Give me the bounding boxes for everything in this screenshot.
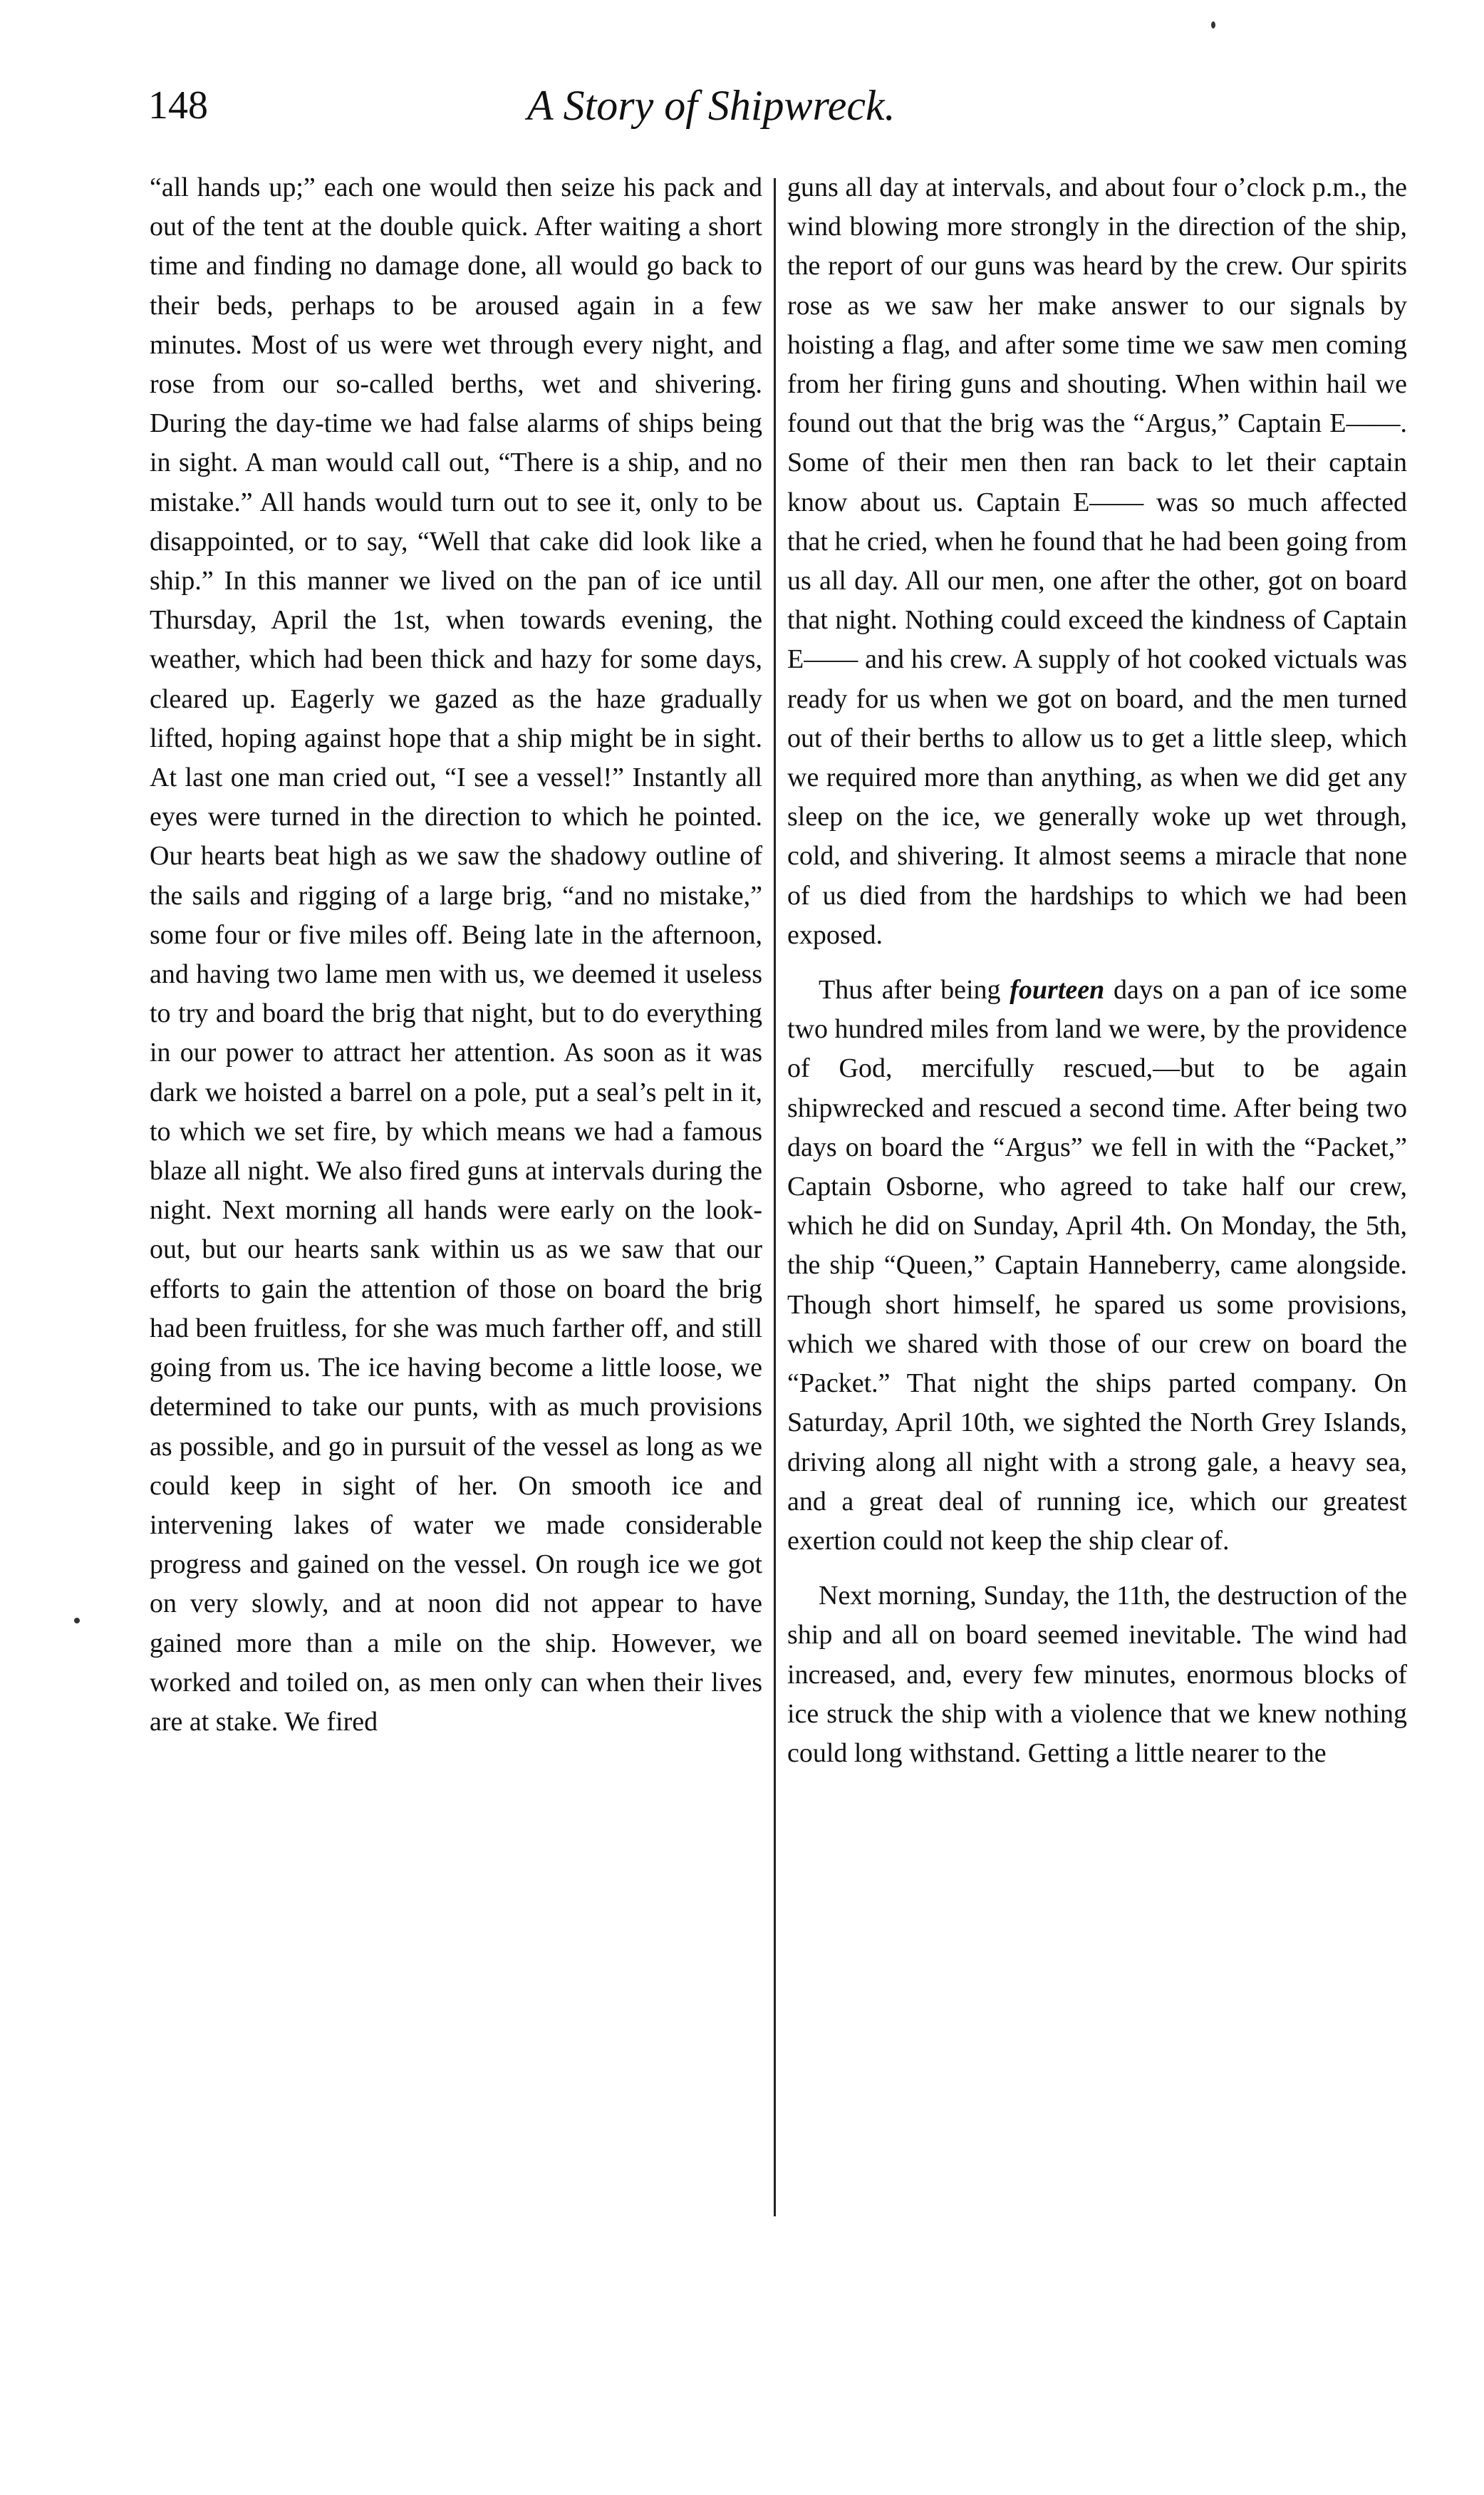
page-number: 148	[148, 83, 208, 128]
right-paragraph-1: guns all day at intervals, and about four o’clock p.m., the wind blowing more strongly in the direction of the ship, the report of our guns was heard by the crew. Our spirits rose as we saw her make answer to our signals by hoisting a flag, and after some time we saw men coming from her firing guns and shouting. When within hail we found out that the brig was the “Argus,” Captain E——. Some of their men then ran back to let their captain know about us. Captain E—— was so much affected that he cried, when he found that he had been going from us all day. All our men, one after the other, got on board that night. Nothing could exceed the kindness of Captain E—— and his crew. A supply of hot cooked victuals was ready for us when we got on board, and the men turned out of their berths to allow us to get a little sleep, which we required more than anything, as when we did get any sleep on the ice, we generally woke up wet through, cold, and shivering. It almost seems a miracle that none of us died from the hardships to which we had been exposed.	[787, 172, 1407, 950]
column-divider	[774, 178, 776, 2216]
running-title: A Story of Shipwreck.	[527, 82, 896, 129]
right-paragraph-3: Next morning, Sunday, the 11th, the destruction of the ship and all on board seemed inevitable. The wind had increased, and, every few minutes, enormous blocks of ice struck the ship with a violence that we knew nothing could long withstand. Getting a little nearer to the	[787, 1581, 1407, 1768]
emphasis-fourteen: fourteen	[1010, 975, 1105, 1006]
left-column	[150, 168, 762, 1742]
right-column	[787, 168, 1407, 1773]
paragraph-2-lead: Thus after being	[819, 975, 1010, 1006]
right-paragraph-2	[787, 971, 1407, 1561]
paragraph-2-rest: days on a pan of ice some two hundred miles from land we were, by the providence of God, mercifully rescued,—but to be again shipwrecked and rescued a second time. After being two days on board the “Argus” we fell in with the “Packet,” Captain Osborne, who agreed to take half our crew, which he did on Sunday, April 4th. On Monday, the 5th, the ship “Queen,” Captain Hanneberry, came alongside. Though short himself, he spared us some provisions, which we shared with those of our crew on board the “Packet.” That night the ships parted company. On Saturday, April 10th, we sighted the North Grey Islands, driving along all night with a strong gale, a heavy sea, and a great deal of running ice, which our greatest exertion could not keep the ship clear of.	[787, 975, 1407, 1556]
ink-speck-margin	[74, 1618, 80, 1623]
ink-speck-top	[1211, 21, 1215, 29]
left-paragraph: “all hands up;” each one would then seize his pack and out of the tent at the double quick. After waiting a short time and finding no damage done, all would go back to their beds, perhaps to be aroused again in a few minutes. Most of us were wet through every night, and rose from our so-called berths, wet and shivering. During the day-time we had false alarms of ships being in sight. A man would call out, “There is a ship, and no mistake.” All hands would turn out to see it, only to be disappointed, or to say, “Well that cake did look like a ship.” In this manner we lived on the pan of ice until Thursday, April the 1st, when towards evening, the weather, which had been thick and hazy for some days, cleared up. Eagerly we gazed as the haze gradually lifted, hoping against hope that a ship might be in sight. At last one man cried out, “I see a vessel!” Instantly all eyes were turned in the direction to which he pointed. Our hearts beat high as we saw the shadowy outline of the sails and rigging of a large brig, “and no mistake,” some four or five miles off. Being late in the afternoon, and having two lame men with us, we deemed it useless to try and board the brig that night, but to do everything in our power to attract her attention. As soon as it was dark we hoisted a barrel on a pole, put a seal’s pelt in it, to which we set fire, by which means we had a famous blaze all night. We also fired guns at intervals during the night. Next morning all hands were early on the look-out, but our hearts sank within us as we saw that our efforts to gain the attention of those on board the brig had been fruitless, for she was much farther off, and still going from us. The ice having become a little loose, we determined to take our punts, with as much provisions as possible, and go in pursuit of the vessel as long as we could keep in sight of her. On smooth ice and intervening lakes of water we made considerable progress and gained on the vessel. On rough ice we got on very slowly, and at noon did not appear to have gained more than a mile on the ship. However, we worked and toiled on, as men only can when their lives are at stake. We fired	[150, 172, 762, 1737]
